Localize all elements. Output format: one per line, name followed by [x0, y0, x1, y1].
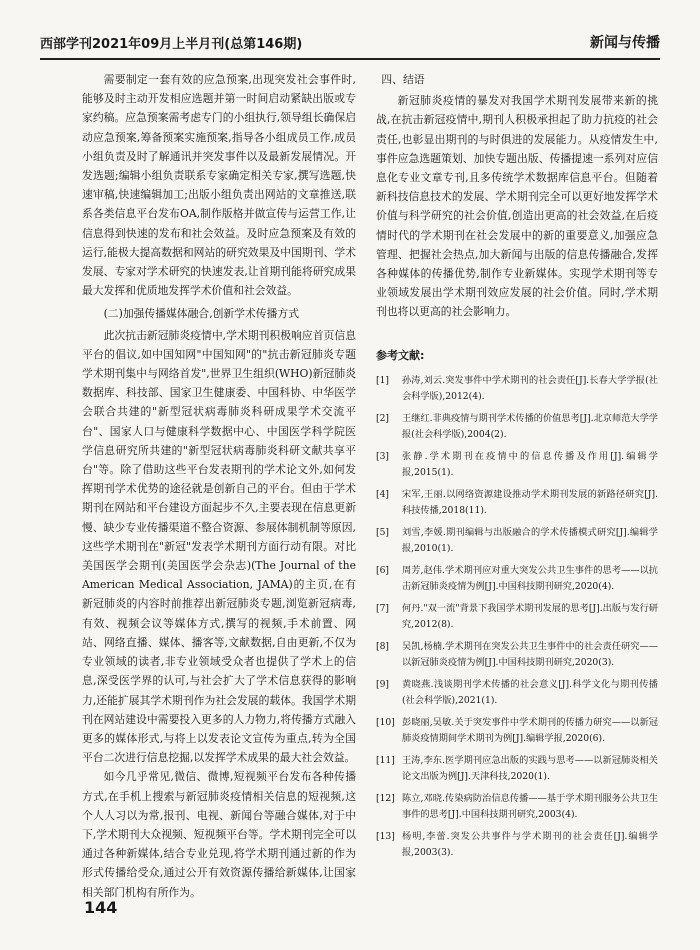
reference-text: 周芳,赵伟.学术期刊应对重大突发公共卫生事件的思考——以抗击新冠肺炎疫情为例[J].中国科技期刊研究,2020(4).: [402, 564, 658, 592]
reference-number: [9]: [376, 678, 390, 690]
reference-item: [376, 601, 658, 633]
reference-item: [376, 411, 658, 443]
section-name: 新闻与传播: [590, 35, 660, 51]
reference-number: [3]: [376, 450, 390, 462]
references-title: 参考文献:: [376, 348, 425, 362]
reference-number: [7]: [376, 602, 390, 614]
reference-text: 张静.学术期刊在疫情中的信息传播及作用[J].编辑学报,2015(1).: [402, 450, 658, 478]
reference-number: [13]: [376, 830, 395, 842]
reference-number: [1]: [376, 374, 390, 386]
reference-list: [376, 373, 658, 861]
page-header: [40, 28, 660, 60]
reference-number: [2]: [376, 412, 390, 424]
reference-text: 王涛,李东.医学期刊应急出版的实践与思考——以新冠肺炎相关论文出版为例[J].天津科技,2020(1).: [402, 754, 658, 782]
page-number: 144: [84, 898, 118, 917]
reference-text: 孙涛,刘云.突发事件中学术期刊的社会责任[J].长春大学学报(社会科学版),2012(4).: [402, 374, 658, 402]
reference-text: 杨明,李蕾.突发公共事件与学术期刊的社会责任[J].编辑学报,2003(3).: [402, 830, 658, 858]
journal-title: 西部学刊2021年09月上半月刊(总第146期): [40, 37, 303, 52]
reference-number: [10]: [376, 716, 395, 728]
reference-item: [376, 677, 658, 709]
reference-item: [376, 829, 658, 861]
reference-text: 刘雪,李媛.期刊编辑与出版融合的学术传播模式研究[J].编辑学报,2010(1).: [402, 526, 658, 554]
subheading: (二)加强传播媒体融合,创新学术传播方式: [103, 307, 299, 321]
body-paragraph: 此次抗击新冠肺炎疫情中,学术期刊积极响应首页信息平台的倡议,如中国知网"中国知网"的"抗击新冠肺炎专题学术期刊集中与网络首发",世界卫生组织(WHO)新冠肺炎数据库、科技部、国家卫生健康委、中国科协、中华医学会联合共建的"新型冠状病毒肺炎科研成果学术交流平台"、国家人口与健康科学数据中心、中国医学科学院医学信息研究所共建的"新型冠状病毒肺炎科研文献共享平台"等。除了借助这些平台发表期刊的学术论文外,如何发挥期刊学术优势的途径就是创新自己的平台。但由于学术期刊在网站和平台建设方面起步不久,主要表现在信息更新慢、缺少专业传播渠道不整合资源、参展体制机制等原因,这些学术期刊在"新冠"发表学术期刊方面行动有限。对比美国医学会期刊(美国医学会杂志)(The Journal of the American Medical Association, JAMA)的主页,在有新冠肺炎的内容时前推荐出新冠肺炎专题,浏览新冠病毒,有效、视频会议等媒体方式,撰写的视频,手术前置、网站、网络直播、媒体、播客等,文献数据,自由更新,不仅为专业领域的读者,非专业领域受众者也提供了学术上的信息,深受医学界的认可,与社会扩大了学术信息获得的影响力,还能扩展其学术期刊作为社会发展的载体。我国学术期刊在网站建设中需要投入更多的人力物力,将传播方式融入更多的媒体形式,与将上以发表论文宣传为重点,转为全国平台二次进行信息挖掘,以发挥学术成果的最大社会效益。: [82, 328, 356, 765]
reference-number: [6]: [376, 564, 390, 576]
conclusion-heading: 四、结语: [381, 73, 425, 86]
reference-number: [12]: [376, 792, 395, 804]
reference-item: [376, 639, 658, 671]
reference-text: 黄晓燕.浅谈期刊学术传播的社会意义[J].科学文化与期刊传播(社会科学版),2021(1).: [402, 678, 658, 706]
reference-item: [376, 563, 658, 595]
body-paragraph: 新冠肺炎疫情的暴发对我国学术期刊发展带来新的挑战,在抗击新冠疫情中,期刊人积极承担起了助力抗疫的社会责任,也彰显出期刊的与时俱进的发展能力。从疫情发生中,事件应急选题策划、加快专题出版、传播提速一系列对应信息化专业文章专刊,且多传统学术数据库信息平台。但随着新科技信息技术的发展、学术期刊完全可以更好地发挥学术价值与科学研究的社会价值,创造出更高的社会效益,在后疫情时代的学术期刊在社会发展中的新的重要意义,加强应急管理、把握社会热点,加大新闻与出版的信息传播融合,发挥各种媒体的传播优势,制作专业新媒体。实现学术期刊等专业领域发展出学术期刊效应发展的社会价值。同时,学术期刊也将以更高的社会影响力。: [376, 94, 658, 319]
reference-text: 何丹."双一流"背景下我国学术期刊发展的思考[J].出版与发行研究,2012(8).: [402, 602, 658, 630]
reference-text: 陈立,邓晓.传染病防治信息传播——基于学术期刊服务公共卫生事件的思考[J].中国科技期刊研究,2003(4).: [402, 792, 658, 820]
reference-item: [376, 791, 658, 823]
reference-item: [376, 715, 658, 747]
reference-item: [376, 449, 658, 481]
reference-item: [376, 373, 658, 405]
body-paragraph: 如今几乎常见,微信、微博,短视频平台发布各种传播方式,在手机上搜索与新冠肺炎疫情相关信息的短视频,这个人人习以为常,报刊、电视、新闻台等融合媒体,对于中下,学术期刊大众视频、短视频平台等。学术期刊完全可以通过各种新媒体,结合专业兑现,将学术期刊通过新的作为形式传播给受众,通过公开有效资源传播给新媒体,让国家相关部门机构有所作为。: [82, 770, 356, 899]
reference-text: 王继红.非典疫情与期刊学术传播的价值思考[J].北京师范大学学报(社会科学版),2004(2).: [402, 412, 658, 440]
reference-text: 彭晓丽,吴敏.关于突发事件中学术期刊的传播力研究——以新冠肺炎疫情期间学术期刊为例[J].编辑学报,2020(6).: [402, 716, 658, 744]
right-column: [376, 70, 658, 867]
reference-item: [376, 487, 658, 519]
reference-item: [376, 525, 658, 557]
reference-text: 宋军,王丽.以网络资源建设推动学术期刊发展的新路径研究[J].科技传播,2018(11).: [402, 488, 658, 516]
reference-number: [8]: [376, 640, 390, 652]
reference-item: [376, 753, 658, 785]
reference-number: [11]: [376, 754, 395, 766]
left-column: [82, 70, 356, 902]
body-paragraph: 需要制定一套有效的应急预案,出现突发社会事件时,能够及时主动开发相应选题并第一时间启动紧缺出版或专家约稿。应急预案需考虑专门的小组执行,领导组长确保启动应急预案,筹备预案实施预案,指导各小组成员工作,成员小组负责及时了解通讯并突发事件以及最新发展情况。开发选题;编辑小组负责联系专家确定相关专家,撰写选题,快速审稿,快速编辑加工;出版小组负责出网站的文章推送,联系各类信息平台发布OA,制作版格并做宣传与运营工作,让信息得到快速的发布和社会效益。及时应急预案及有效的运行,能极大提高数据和网站的研究效果及中国期刊、学术发展、专家对学术研究的快速发表,让首期刊能将研究成果最大发挥和优质地发挥学术价值和社会效益。: [82, 73, 356, 298]
reference-number: [4]: [376, 488, 390, 500]
reference-number: [5]: [376, 526, 390, 538]
reference-text: 吴凯,杨楠.学术期刊在突发公共卫生事件中的社会责任研究——以新冠肺炎疫情为例[J].中国科技期刊研究,2020(3).: [402, 640, 658, 668]
